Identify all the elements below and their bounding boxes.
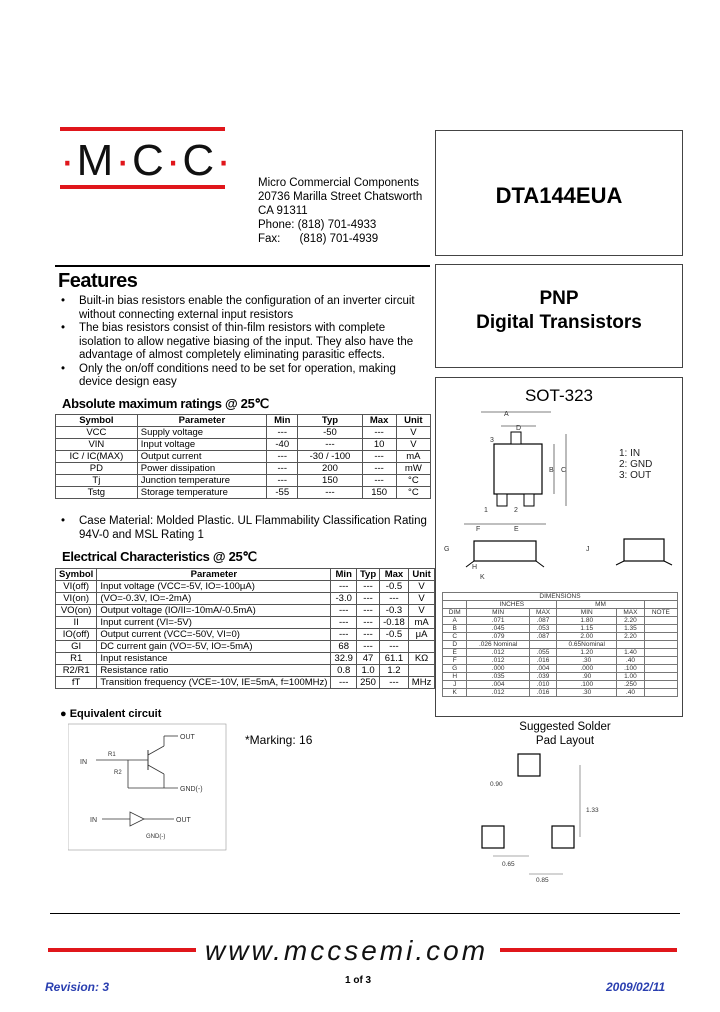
svg-text:H: H <box>472 564 478 571</box>
elec-cell: 1.2 <box>380 665 409 677</box>
svg-text:OUT: OUT <box>180 734 195 741</box>
abs-header: Unit <box>396 415 430 427</box>
dimensions-cell: .087 <box>529 633 557 641</box>
abs-cell: --- <box>362 427 396 439</box>
dimensions-mm-header: MM <box>557 601 644 609</box>
dimensions-cell <box>644 625 677 633</box>
elec-cell: Transition frequency (VCE=-10V, IE=5mA, f=100MHz) <box>97 677 331 689</box>
abs-cell: 150 <box>362 487 396 499</box>
pin-list <box>619 448 652 481</box>
elec-cell <box>408 665 435 677</box>
svg-text:IN: IN <box>80 759 87 766</box>
dimensions-cell: 1.35 <box>617 625 645 633</box>
svg-text:J: J <box>586 546 590 553</box>
abs-max-table <box>55 414 431 499</box>
dimensions-cell: .012 <box>467 657 529 665</box>
dimensions-cell <box>644 633 677 641</box>
feature-item: • The bias resistors consist of thin-film resistors with complete isolation to allow negative biasing of the input. They also have the advantage of almost completely eliminating parasitic effects. <box>55 322 430 363</box>
abs-cell: --- <box>362 463 396 475</box>
elec-row <box>56 617 435 629</box>
elec-cell: IO(off) <box>56 629 97 641</box>
description-box <box>435 264 683 368</box>
elec-cell: -0.5 <box>380 629 409 641</box>
package-side-view-drawing <box>436 533 682 583</box>
dimensions-cell: .016 <box>529 657 557 665</box>
elec-cell: 0.8 <box>331 665 357 677</box>
elec-cell: --- <box>331 629 357 641</box>
abs-max-title: Absolute maximum ratings @ 25℃ <box>62 396 269 411</box>
abs-cell: °C <box>396 487 430 499</box>
svg-text:K: K <box>480 574 485 581</box>
elec-cell: VI(off) <box>56 581 97 593</box>
revision: Revision: 3 <box>45 980 110 994</box>
abs-cell: --- <box>267 451 298 463</box>
svg-text:R1: R1 <box>108 752 116 758</box>
dimensions-row <box>443 641 678 649</box>
company-logo: ·M·C·C· <box>60 136 233 185</box>
svg-text:GND(-): GND(-) <box>146 834 166 840</box>
svg-text:R2: R2 <box>114 770 122 776</box>
elec-row <box>56 605 435 617</box>
elec-cell: R2/R1 <box>56 665 97 677</box>
dimensions-cell <box>529 641 557 649</box>
description-line2: Digital Transistors <box>476 312 642 333</box>
case-note: • Case Material: Molded Plastic. UL Flammability Classification Rating 94V-0 and MSL Rating 1 <box>55 514 430 542</box>
logo-top-bar <box>60 127 225 131</box>
dimensions-cell: J <box>443 681 467 689</box>
dimensions-cell: .90 <box>557 673 617 681</box>
dimensions-cell: 0.65Nominal <box>557 641 617 649</box>
dimensions-header: MAX <box>617 609 645 617</box>
elec-cell: Resistance ratio <box>97 665 331 677</box>
dimensions-cell: .026 Nominal <box>467 641 529 649</box>
elec-header: Max <box>380 569 409 581</box>
abs-row <box>56 451 431 463</box>
elec-cell: --- <box>356 641 379 653</box>
abs-row <box>56 439 431 451</box>
elec-table <box>55 568 435 689</box>
dimensions-cell: .079 <box>467 633 529 641</box>
elec-cell: --- <box>356 581 379 593</box>
elec-cell: 1.0 <box>356 665 379 677</box>
dimensions-cell: 2.00 <box>557 633 617 641</box>
dimensions-cell: F <box>443 657 467 665</box>
abs-row <box>56 427 431 439</box>
elec-cell: --- <box>356 629 379 641</box>
svg-text:F: F <box>476 526 481 533</box>
dimensions-cell: .045 <box>467 625 529 633</box>
dimensions-cell <box>644 665 677 673</box>
pin-1: 1: IN <box>619 448 641 459</box>
elec-cell: 32.9 <box>331 653 357 665</box>
dimensions-cell: .004 <box>467 681 529 689</box>
dimensions-row <box>443 657 678 665</box>
elec-header: Unit <box>408 569 435 581</box>
dimensions-cell: .000 <box>467 665 529 673</box>
dimensions-row <box>443 617 678 625</box>
part-number: DTA144EUA <box>495 183 623 208</box>
abs-cell: -30 / -100 <box>298 451 362 463</box>
elec-cell: -0.5 <box>380 581 409 593</box>
elec-cell: Input resistance <box>97 653 331 665</box>
page-number: 1 of 3 <box>345 975 372 986</box>
dimensions-cell: .000 <box>557 665 617 673</box>
dimensions-row <box>443 625 678 633</box>
description-line1: PNP <box>539 288 579 309</box>
dimensions-cell: K <box>443 689 467 697</box>
dimensions-cell: 2.20 <box>617 633 645 641</box>
elec-cell: --- <box>380 677 409 689</box>
dimensions-table <box>442 592 678 697</box>
elec-cell: -3.0 <box>331 593 357 605</box>
elec-cell: VO(on) <box>56 605 97 617</box>
elec-cell: Input current (VI=-5V) <box>97 617 331 629</box>
abs-cell: PD <box>56 463 138 475</box>
abs-cell: Power dissipation <box>137 463 266 475</box>
equivalent-circuit-drawing <box>68 722 228 852</box>
dimensions-cell <box>644 657 677 665</box>
package-name: SOT-323 <box>524 386 594 405</box>
dimensions-cell: A <box>443 617 467 625</box>
pin-3: 3: OUT <box>619 470 652 481</box>
dimensions-cell: .250 <box>617 681 645 689</box>
elec-cell: Output current (VCC=-50V, VI=0) <box>97 629 331 641</box>
elec-cell <box>408 641 435 653</box>
company-address: Micro Commercial Components 20736 Marilla Street Chatsworth CA 91311 Phone: (818) 701-4933 Fax: (818) 701-4939 <box>258 177 423 245</box>
dimensions-header: DIM <box>443 609 467 617</box>
svg-text:0.90: 0.90 <box>490 781 503 788</box>
abs-cell: Tj <box>56 475 138 487</box>
elec-cell: mA <box>408 617 435 629</box>
dimensions-cell: 1.80 <box>557 617 617 625</box>
dimensions-cell <box>644 681 677 689</box>
dimensions-row <box>443 649 678 657</box>
elec-row <box>56 581 435 593</box>
elec-cell: -0.3 <box>380 605 409 617</box>
dimensions-cell: H <box>443 673 467 681</box>
pin-2: 2: GND <box>619 459 653 470</box>
abs-header: Typ <box>298 415 362 427</box>
abs-cell: Storage temperature <box>137 487 266 499</box>
dimensions-cell: .035 <box>467 673 529 681</box>
svg-text:GND(-): GND(-) <box>180 786 203 793</box>
dimensions-header: MIN <box>467 609 529 617</box>
elec-cell: --- <box>331 581 357 593</box>
elec-cell: VI(on) <box>56 593 97 605</box>
dimensions-cell: 1.15 <box>557 625 617 633</box>
svg-text:IN: IN <box>90 817 97 824</box>
dimensions-cell: .40 <box>617 657 645 665</box>
abs-cell: V <box>396 427 430 439</box>
svg-text:OUT: OUT <box>176 817 191 824</box>
dimensions-cell: B <box>443 625 467 633</box>
abs-cell: --- <box>267 463 298 475</box>
elec-header: Parameter <box>97 569 331 581</box>
abs-cell: mW <box>396 463 430 475</box>
dimensions-header: MAX <box>529 609 557 617</box>
dimensions-row <box>443 665 678 673</box>
dimensions-cell: .053 <box>529 625 557 633</box>
elec-header: Min <box>331 569 357 581</box>
elec-cell: --- <box>356 593 379 605</box>
pad-layout-drawing <box>480 748 630 888</box>
elec-header: Typ <box>356 569 379 581</box>
pad-title: Suggested Solder Pad Layout <box>519 721 611 747</box>
footer-left-bar <box>48 948 196 952</box>
abs-cell: Input voltage <box>137 439 266 451</box>
dimensions-row <box>443 633 678 641</box>
elec-row <box>56 677 435 689</box>
dimensions-cell: 1.20 <box>557 649 617 657</box>
elec-cell: MHz <box>408 677 435 689</box>
elec-row <box>56 653 435 665</box>
elec-cell: --- <box>380 641 409 653</box>
dimensions-cell: 1.40 <box>617 649 645 657</box>
abs-cell: 200 <box>298 463 362 475</box>
abs-cell: 150 <box>298 475 362 487</box>
elec-cell: KΩ <box>408 653 435 665</box>
abs-cell: mA <box>396 451 430 463</box>
svg-text:D: D <box>516 425 522 432</box>
abs-cell: --- <box>362 475 396 487</box>
svg-text:E: E <box>514 526 519 533</box>
elec-row <box>56 641 435 653</box>
abs-header: Max <box>362 415 396 427</box>
dimensions-cell: .100 <box>557 681 617 689</box>
elec-cell: --- <box>331 617 357 629</box>
case-notes <box>55 514 430 542</box>
dimensions-cell: .016 <box>529 689 557 697</box>
revision-date: 2009/02/11 <box>606 980 666 994</box>
elec-cell: --- <box>331 677 357 689</box>
svg-text:0.85: 0.85 <box>536 877 549 884</box>
abs-cell: Junction temperature <box>137 475 266 487</box>
dimensions-cell <box>617 641 645 649</box>
dimensions-header: NOTE <box>644 609 677 617</box>
elec-row <box>56 629 435 641</box>
elec-cell: (VO=-0.3V, IO=-2mA) <box>97 593 331 605</box>
dimensions-cell: .071 <box>467 617 529 625</box>
abs-cell: 10 <box>362 439 396 451</box>
dimensions-cell: G <box>443 665 467 673</box>
abs-cell: Output current <box>137 451 266 463</box>
elec-header: Symbol <box>56 569 97 581</box>
elec-cell: DC current gain (VO=-5V, IO=-5mA) <box>97 641 331 653</box>
dimensions-cell: .30 <box>557 689 617 697</box>
features-title: Features <box>58 270 138 292</box>
dimensions-cell: .100 <box>617 665 645 673</box>
abs-cell: --- <box>298 487 362 499</box>
dimensions-inches-header: INCHES <box>467 601 557 609</box>
equiv-title: ● Equivalent circuit <box>60 708 162 720</box>
feature-item: • Built-in bias resistors enable the configuration of an inverter circuit without connecting external input resistors <box>55 295 430 322</box>
svg-text:1.33: 1.33 <box>586 807 599 814</box>
svg-text:A: A <box>504 411 509 418</box>
elec-row <box>56 593 435 605</box>
abs-cell: -40 <box>267 439 298 451</box>
abs-cell: --- <box>267 427 298 439</box>
elec-cell: V <box>408 593 435 605</box>
dimensions-cell: .012 <box>467 649 529 657</box>
abs-header: Min <box>267 415 298 427</box>
package-box <box>435 377 683 717</box>
elec-cell: --- <box>356 617 379 629</box>
svg-text:3: 3 <box>490 437 494 444</box>
elec-cell: V <box>408 581 435 593</box>
dimensions-cell: 1.00 <box>617 673 645 681</box>
dimensions-cell: .055 <box>529 649 557 657</box>
dimensions-cell: .40 <box>617 689 645 697</box>
elec-row <box>56 665 435 677</box>
dimensions-cell: E <box>443 649 467 657</box>
abs-cell: °C <box>396 475 430 487</box>
dimensions-cell: D <box>443 641 467 649</box>
dimensions-cell: .012 <box>467 689 529 697</box>
abs-cell: IC / IC(MAX) <box>56 451 138 463</box>
elec-cell: 68 <box>331 641 357 653</box>
dimensions-cell <box>644 689 677 697</box>
abs-cell: --- <box>362 451 396 463</box>
elec-cell: fT <box>56 677 97 689</box>
elec-cell: R1 <box>56 653 97 665</box>
abs-header: Parameter <box>137 415 266 427</box>
dimensions-cell <box>644 649 677 657</box>
dimensions-row <box>443 673 678 681</box>
abs-header: Symbol <box>56 415 138 427</box>
abs-row <box>56 475 431 487</box>
elec-cell: V <box>408 605 435 617</box>
dimensions-cell <box>644 641 677 649</box>
abs-cell: VCC <box>56 427 138 439</box>
elec-cell: II <box>56 617 97 629</box>
elec-title: Electrical Characteristics @ 25℃ <box>62 549 257 564</box>
dimensions-cell: 2.20 <box>617 617 645 625</box>
abs-cell: Supply voltage <box>137 427 266 439</box>
abs-cell: -55 <box>267 487 298 499</box>
abs-cell: Tstg <box>56 487 138 499</box>
dimensions-title: DIMENSIONS <box>443 593 678 601</box>
dimensions-row <box>443 689 678 697</box>
dimensions-cell: .004 <box>529 665 557 673</box>
elec-cell: --- <box>331 605 357 617</box>
dimensions-cell <box>644 617 677 625</box>
dimensions-cell: C <box>443 633 467 641</box>
part-number-box <box>435 130 683 256</box>
svg-text:1: 1 <box>484 507 488 514</box>
abs-cell: --- <box>267 475 298 487</box>
abs-row <box>56 463 431 475</box>
features-list <box>55 295 430 390</box>
abs-cell: -50 <box>298 427 362 439</box>
elec-cell: GI <box>56 641 97 653</box>
svg-text:G: G <box>444 546 450 553</box>
dimensions-cell <box>644 673 677 681</box>
elec-cell: -0.18 <box>380 617 409 629</box>
elec-cell: 47 <box>356 653 379 665</box>
dimensions-cell: .010 <box>529 681 557 689</box>
elec-cell: 61.1 <box>380 653 409 665</box>
features-rule <box>55 265 430 267</box>
dimensions-header: MIN <box>557 609 617 617</box>
svg-text:0.65: 0.65 <box>502 861 515 868</box>
elec-cell: 250 <box>356 677 379 689</box>
dimensions-row <box>443 681 678 689</box>
elec-cell: μA <box>408 629 435 641</box>
dimensions-cell: .087 <box>529 617 557 625</box>
abs-cell: --- <box>298 439 362 451</box>
elec-cell: --- <box>356 605 379 617</box>
abs-cell: VIN <box>56 439 138 451</box>
elec-cell: --- <box>380 593 409 605</box>
marking-text: *Marking: 16 <box>245 733 313 747</box>
abs-row <box>56 487 431 499</box>
dimensions-cell: .039 <box>529 673 557 681</box>
svg-text:C: C <box>561 467 567 474</box>
svg-text:2: 2 <box>514 507 518 514</box>
dimensions-cell: .30 <box>557 657 617 665</box>
elec-cell: Input voltage (VCC=-5V, IO=-100μA) <box>97 581 331 593</box>
footer-rule <box>50 913 680 914</box>
svg-text:B: B <box>549 467 554 474</box>
footer-url[interactable]: www.mccsemi.com <box>205 935 489 966</box>
elec-cell: Output voltage (IO/II=-10mA/-0.5mA) <box>97 605 331 617</box>
footer-right-bar <box>500 948 677 952</box>
feature-item: • Only the on/off conditions need to be set for operation, making device design easy <box>55 363 430 390</box>
abs-cell: V <box>396 439 430 451</box>
